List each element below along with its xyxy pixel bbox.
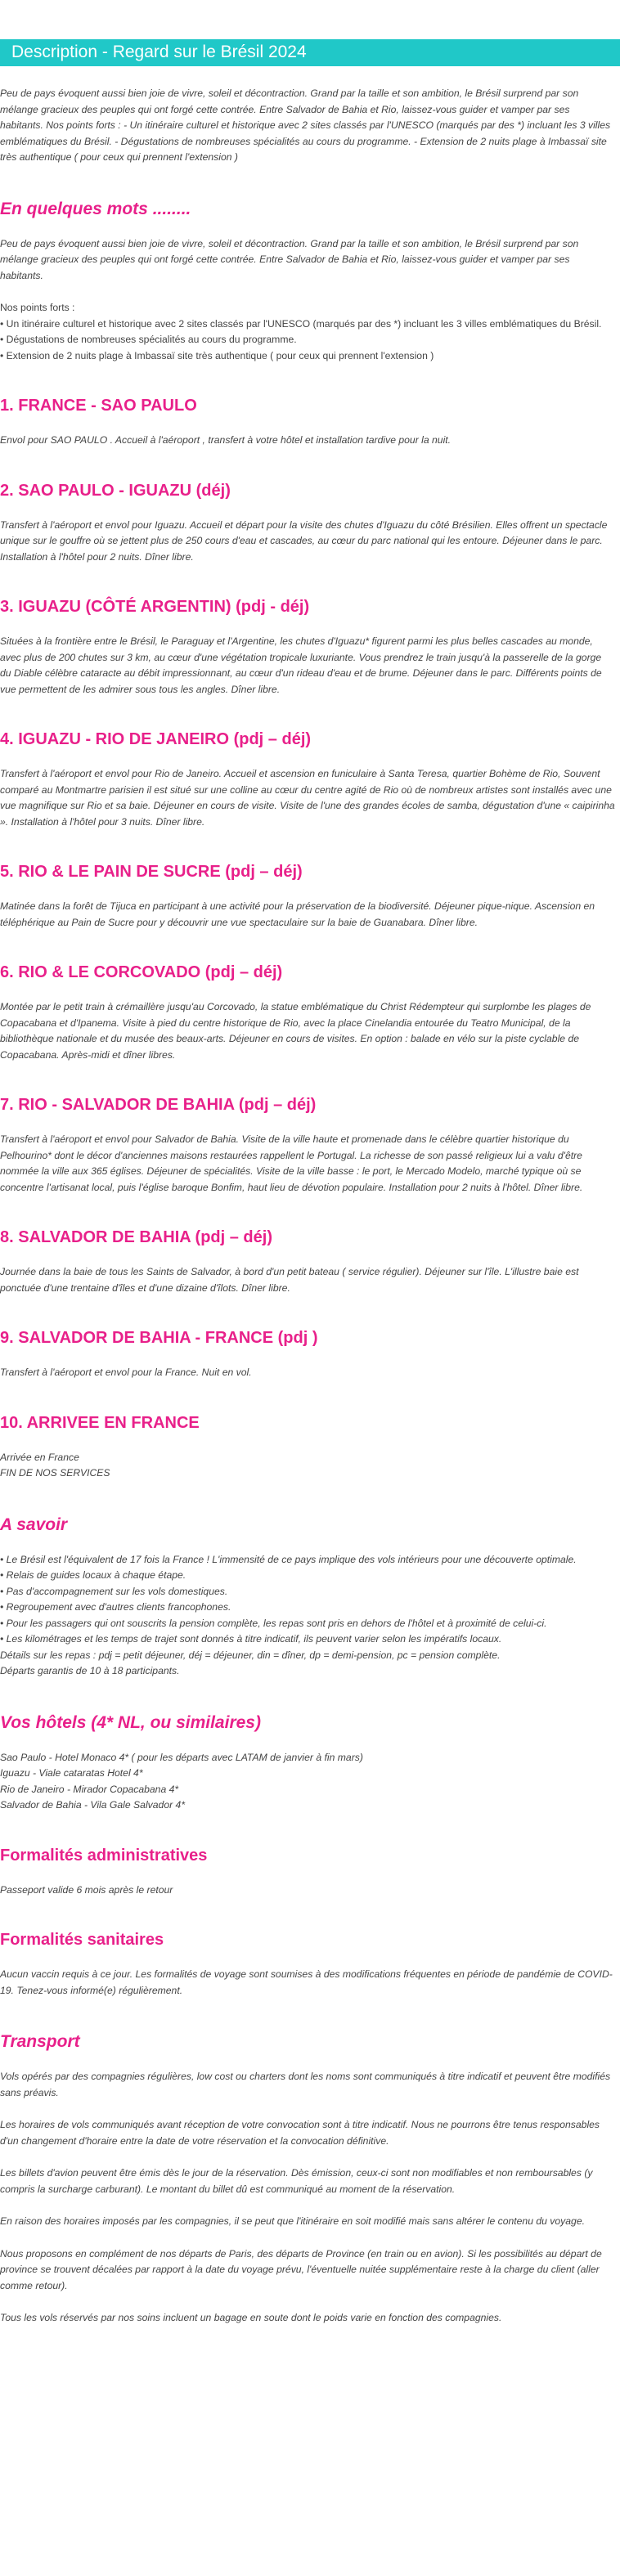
hotels-heading: Vos hôtels (4* NL, ou similaires)	[0, 1712, 261, 1732]
day-10-heading: 10. ARRIVEE EN FRANCE	[0, 1413, 200, 1432]
list-item: • Un itinéraire culturel et historique avec 2 sites classés par l'UNESCO (marqués par des *) incluant les 3 villes emblématiques du Brésil.	[0, 317, 602, 330]
hotel-line: Iguazu - Viale cataratas Hotel 4*	[0, 1767, 143, 1779]
transport-paragraph: En raison des horaires imposés par les compagnies, il se peut que l'itinéraire en soit modifié mais sans altérer le contenu du voyage.	[0, 2215, 585, 2227]
strengths-title: Nos points forts :	[0, 302, 75, 313]
know-list	[0, 1552, 615, 1648]
hotel-line: Sao Paulo - Hotel Monaco 4* ( pour les départs avec LATAM de janvier à fin mars)	[0, 1751, 363, 1763]
day-3-heading: 3. IGUAZU (CÔTÉ ARGENTIN) (pdj - déj)	[0, 598, 310, 616]
admin-heading: Formalités administratives	[0, 1846, 208, 1865]
admin-text: Passeport valide 6 mois après le retour	[0, 1883, 173, 1896]
day-4-heading: 4. IGUAZU - RIO DE JANEIRO (pdj – déj)	[0, 730, 312, 748]
strengths-list	[0, 316, 615, 365]
transport-paragraph: Vols opérés par des compagnies régulières, low cost ou charters dont les noms sont communiqués à titre indicatif et peuvent être modifiés sans préavis.	[0, 2071, 611, 2098]
list-item: • Les kilométrages et les temps de trajet sont donnés à titre indicatif, ils peuvent varier selon les impératifs locaux.	[0, 1633, 502, 1645]
day-7-heading: 7. RIO - SALVADOR DE BAHIA (pdj – déj)	[0, 1096, 317, 1114]
day-9-heading: 9. SALVADOR DE BAHIA - FRANCE (pdj )	[0, 1329, 318, 1347]
list-item: • Pas d'accompagnement sur les vols domestiques.	[0, 1585, 228, 1597]
summary-heading: En quelques mots ........	[0, 199, 191, 218]
health-text: Aucun vaccin requis à ce jour. Les formalités de voyage sont soumises à des modifications fréquentes en période de pandémie de COVID-19. Tenez-vous informé(e) régulièrement.	[0, 1968, 613, 1996]
arrival-line: FIN DE NOS SERVICES	[0, 1467, 110, 1479]
day-5-text: Matinée dans la forêt de Tijuca en participant à une activité pour la préservation de la biodiversité. Déjeuner pique-nique. Ascension en téléphérique au Pain de Sucre pour y découvrir une vue spectaculaire sur la baie de Guanabara. Dîner libre.	[0, 900, 595, 928]
transport-paragraph: Les horaires de vols communiqués avant réception de votre convocation sont à titre indicatif. Nous ne pourrons être tenus responsables d'un changement d'horaire entre la date de votre réservation et la convocation définitive.	[0, 2119, 600, 2147]
list-item: • Regroupement avec d'autres clients francophones.	[0, 1601, 231, 1613]
list-item: • Relais de guides locaux à chaque étape.	[0, 1569, 186, 1581]
meals-details: Détails sur les repas : pdj = petit déjeuner, déj = déjeuner, din = dîner, dp = demi-pension, pc = pension complète.	[0, 1649, 501, 1661]
transport-paragraph: Tous les vols réservés par nos soins incluent un bagage en soute dont le poids varie en fonction des compagnies.	[0, 2312, 502, 2323]
summary-paragraph: Peu de pays évoquent aussi bien joie de vivre, soleil et décontraction. Grand par la taille et son ambition, le Brésil surprend par son mélange gracieux des peuples qui ont forgé cette contrée. Entre Salvador de Bahia et Rio, laissez-vous guider et vamper par ses habitants.	[0, 237, 579, 281]
day-2-heading: 2. SAO PAULO - IGUAZU (déj)	[0, 481, 231, 500]
day-6-heading: 6. RIO & LE CORCOVADO (pdj – déj)	[0, 963, 283, 981]
list-item: • Le Brésil est l'équivalent de 17 fois la France ! L'immensité de ce pays implique des vols intérieurs pour une découverte optimale.	[0, 1553, 577, 1565]
day-4-text: Transfert à l'aéroport et envol pour Rio de Janeiro. Accueil et ascension en funiculaire à Santa Teresa, quartier Bohème de Rio, Souvent comparé au Montmartre parisien il est situé sur une colline au cœur du centre agité de Rio où de nombreux artistes sont installés avec une vue magnifique sur Rio et sa baie. Déjeuner en cours de visite. Visite de l'une des grandes écoles de samba, dégustation d'une « caipirinha ». Installation à l'hôtel pour 3 nuits. Dîner libre.	[0, 768, 615, 828]
day-8-text: Journée dans la baie de tous les Saints de Salvador, à bord d'un petit bateau ( service régulier). Déjeuner sur l'île. L'illustre baie est ponctuée d'une trentaine d'îles et d'une dizaine d'îlots. Dîner libre.	[0, 1266, 579, 1294]
transport-paragraph: Nous proposons en complément de nos départs de Paris, des départs de Province (en train ou en avion). Si les possibilités au départ de province se trouvent décalées par rapport à la date du voyage prévu, l'éventuelle nuitée supplémentaire reste à la charge du client (aller comme retour).	[0, 2247, 602, 2291]
day-2-text: Transfert à l'aéroport et envol pour Iguazu. Accueil et départ pour la visite des chutes d'Iguazu du côté Brésilien. Elles offrent un spectacle unique sur le gouffre où se jettent plus de 250 cours d'eau et cascades, au cœur du parc national qui les entoure. Déjeuner dans le parc. Installation à l'hôtel pour 2 nuits. Dîner libre.	[0, 518, 608, 563]
transport-heading: Transport	[0, 2032, 80, 2051]
day-8-heading: 8. SALVADOR DE BAHIA (pdj – déj)	[0, 1228, 272, 1246]
day-1-heading: 1. FRANCE - SAO PAULO	[0, 397, 197, 415]
day-3-text: Situées à la frontière entre le Brésil, le Paraguay et l'Argentine, les chutes d'Iguazu* figurent parmi les plus belles cascades au monde, avec plus de 200 chutes sur 3 km, au cœur d'une végétation tropicale luxuriante. Vous prendrez le train jusqu'à la passerelle de la gorge du Diable célèbre cataracte au débit impressionnant, au cœur d'un rideau d'eau et de brume. Déjeuner dans le parc. Différents points de vue permettent de les admirer sous tous les angles. Dîner libre.	[0, 635, 602, 695]
day-1-text: Envol pour SAO PAULO . Accueil à l'aéroport , transfert à votre hôtel et installation tardive pour la nuit.	[0, 434, 452, 446]
list-item: • Pour les passagers qui ont souscrits la pension complète, les repas sont pris en dehors de l'hôtel et à proximité de celui-ci.	[0, 1617, 547, 1629]
arrival-line: Arrivée en France	[0, 1451, 79, 1463]
health-heading: Formalités sanitaires	[0, 1931, 164, 1949]
know-heading: A savoir	[0, 1515, 68, 1534]
intro-paragraph: Peu de pays évoquent aussi bien joie de vivre, soleil et décontraction. Grand par la taille et son ambition, le Brésil surprend par son mélange gracieux des peuples qui ont forgé cette contrée. Entre Salvador de Bahia et Rio, laissez-vous guider et vamper par ses habitants. Nos points forts : - Un itinéraire culturel et historique avec 2 sites classés par l'UNESCO (marqués par des *) incluant les 3 villes emblématiques du Brésil. - Dégustations de nombreuses spécialités au cours du programme. - Extension de 2 nuits plage à Imbassaï site très authentique ( pour ceux qui prennent l'extension )	[0, 88, 611, 163]
day-9-text: Transfert à l'aéroport et envol pour la France. Nuit en vol.	[0, 1367, 252, 1378]
list-item: • Dégustations de nombreuses spécialités au cours du programme.	[0, 334, 297, 345]
page-title-banner: Description - Regard sur le Brésil 2024	[0, 39, 620, 66]
hotel-line: Rio de Janeiro - Mirador Copacabana 4*	[0, 1783, 179, 1795]
guaranteed-departures: Départs garantis de 10 à 18 participants.	[0, 1665, 180, 1676]
transport-paragraph: Les billets d'avion peuvent être émis dès le jour de la réservation. Dès émission, ceux-ci sont non modifiables et non remboursables (y compris la surcharge carburant). Le montant du billet dû est communiqué au moment de la réservation.	[0, 2167, 593, 2195]
list-item: • Extension de 2 nuits plage à Imbassaï site très authentique ( pour ceux qui prennent l'extension )	[0, 349, 434, 361]
day-6-text: Montée par le petit train à crémaillère jusqu'au Corcovado, la statue emblématique du Christ Rédempteur qui surplombe les plages de Copacabana et d'Ipanema. Visite à pied du centre historique de Rio, avec la place Cinelandia entourée du Teatro Municipal, de la bibliothèque nationale et du musée des beaux-arts. Déjeuner en cours de visites. En option : balade en vélo sur la piste cyclable de Copacabana. Après-midi et dîner libres.	[0, 1001, 591, 1061]
day-7-text: Transfert à l'aéroport et envol pour Salvador de Bahia. Visite de la ville haute et promenade dans le célèbre quartier historique du Pelhourino* dont le décor d'anciennes maisons restaurées rappellent le Portugal. La richesse de son passé religieux lui a valu d'être nommée la ville aux 365 églises. Déjeuner de spécialités. Visite de la ville basse : le port, le Mercado Modelo, marché typique où se concentre l'artisanat local, puis l'église baroque Bonfim, haut lieu de dévotion populaire. Installation pour 2 nuits à l'hôtel. Dîner libre.	[0, 1133, 583, 1193]
day-5-heading: 5. RIO & LE PAIN DE SUCRE (pdj – déj)	[0, 863, 303, 881]
content	[0, 86, 620, 2327]
hotel-line: Salvador de Bahia - Vila Gale Salvador 4*	[0, 1799, 186, 1811]
